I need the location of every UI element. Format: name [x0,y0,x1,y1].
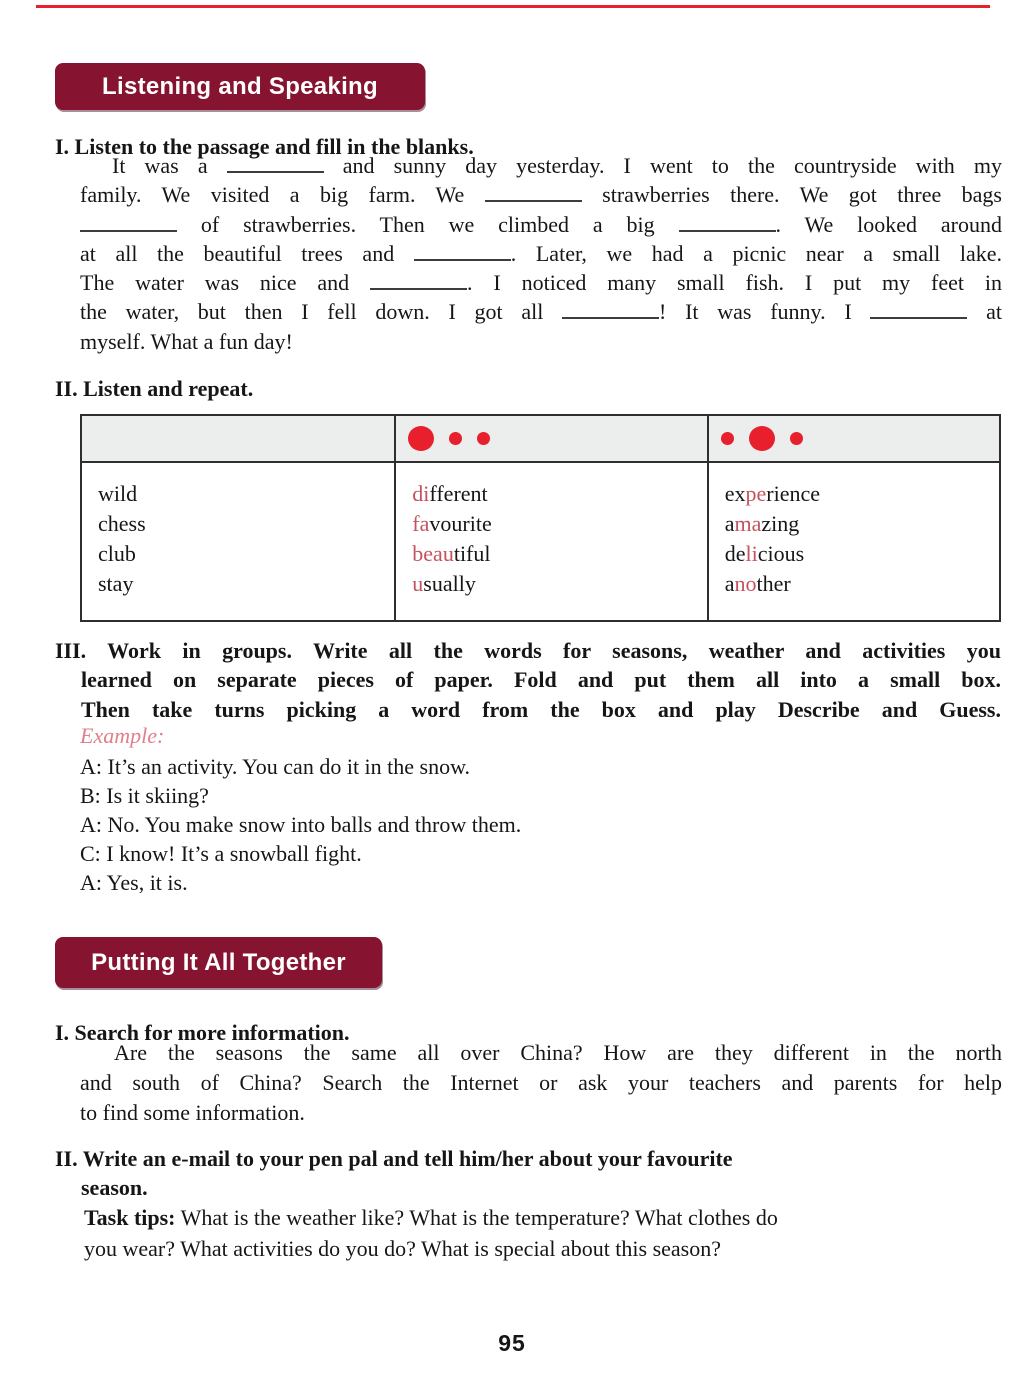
dialogue-line: C: I know! It’s a snowball fight. [80,841,362,866]
stress-dot-small-icon [477,432,490,445]
word: beautiful [412,541,491,566]
stress-pattern-cell [81,415,395,462]
stress-pattern-cell [395,415,707,462]
stress-dot-small-icon [721,432,734,445]
paragraph-line: to find some information. [80,1100,305,1125]
word: delicious [724,541,805,566]
word: stay [98,571,134,596]
task3-heading-line: Then take turns picking a word from the box and play Describe and Guess. [81,696,1001,722]
word: experience [724,481,821,506]
dialogue-line: B: Is it skiing? [80,783,209,808]
fill-blank [485,197,582,202]
task3-heading-line: III. Work in groups. Write all the words for seasons, weather and activities you [55,638,1001,663]
dialogue [80,752,521,897]
passage-line: myself. What a fun day! [80,328,293,354]
passage-line: The water was nice and . I noticed many small fish. I put my feet in [80,270,1002,296]
page-number: 95 [498,1330,526,1356]
fill-blank [227,168,324,173]
stress-pattern-dots [408,426,706,451]
task3-heading [55,636,1001,724]
section-banner-listening-label: Listening and Speaking [102,72,378,100]
fill-blank [80,227,177,232]
stress-dot-small-icon [449,432,462,445]
fill-blank [370,285,467,290]
word: chess [98,511,146,536]
task-tips-line: you wear? What activities do you do? What is special about this season? [84,1236,722,1261]
passage-line: at all the beautiful trees and . Later, we had a picnic near a small lake. [80,240,1002,266]
dialogue-line: A: Yes, it is. [80,870,188,895]
task1-heading: I. Listen to the passage and fill in the blanks. [55,134,474,159]
section-banner-putting-label: Putting It All Together [91,948,346,976]
putting-task2-heading-line: season. [81,1175,148,1201]
putting-task2-heading [55,1144,955,1203]
listen-repeat-table [80,414,1001,622]
passage-line: family. We visited a big farm. We strawberries there. We got three bags [80,182,1002,208]
word: another [724,571,791,596]
word-list-row [81,462,1000,621]
stress-pattern-cell [708,415,1000,462]
section-banner-putting [55,937,382,988]
stress-dot-large-icon [749,426,775,451]
word: usually [412,571,476,596]
paragraph-line: Are the seasons the same all over China? How are they different in the north [114,1040,1002,1065]
example-label: Example: [80,723,165,748]
fill-blank [414,256,511,261]
fill-blank [562,314,659,319]
listening-passage [80,151,1002,356]
task-tips [84,1202,1004,1264]
dialogue-line: A: No. You make snow into balls and throw them. [80,812,522,837]
word-list-cell [81,462,395,621]
task2-heading: II. Listen and repeat. [55,376,254,401]
passage-line: the water, but then I fell down. I got all ! It was funny. I at [80,299,1002,325]
stress-dot-large-icon [408,426,434,451]
fill-blank [679,227,776,232]
putting-task1-heading: I. Search for more information. [55,1020,350,1045]
task-tips-line: Task tips: What is the weather like? What is the temperature? What clothes do [84,1205,778,1230]
word: different [412,481,488,506]
page-top-rule [36,5,990,8]
dialogue-line: A: It’s an activity. You can do it in the snow. [80,754,471,779]
word-list-cell [395,462,707,621]
fill-blank [870,314,967,319]
word-list-cell [708,462,1000,621]
word: wild [98,481,138,506]
stress-pattern-dots [721,426,999,451]
stress-dot-small-icon [790,432,803,445]
passage-line: It was a and sunny day yesterday. I went to the countryside with my [112,153,1002,178]
putting-task1-paragraph [80,1038,1002,1128]
task3-heading-line: learned on separate pieces of paper. Fold and put them all into a small box. [81,667,1001,693]
word: club [98,541,136,566]
section-banner-listening [55,63,425,110]
word: favourite [412,511,492,536]
putting-task2-heading-line: II. Write an e-mail to your pen pal and tell him/her about your favourite [55,1146,733,1171]
stress-pattern-row [81,415,1000,462]
word: amazing [724,511,800,536]
paragraph-line: and south of China? Search the Internet or ask your teachers and parents for help [80,1070,1002,1095]
passage-line: of strawberries. Then we climbed a big . We looked around [80,210,1002,239]
